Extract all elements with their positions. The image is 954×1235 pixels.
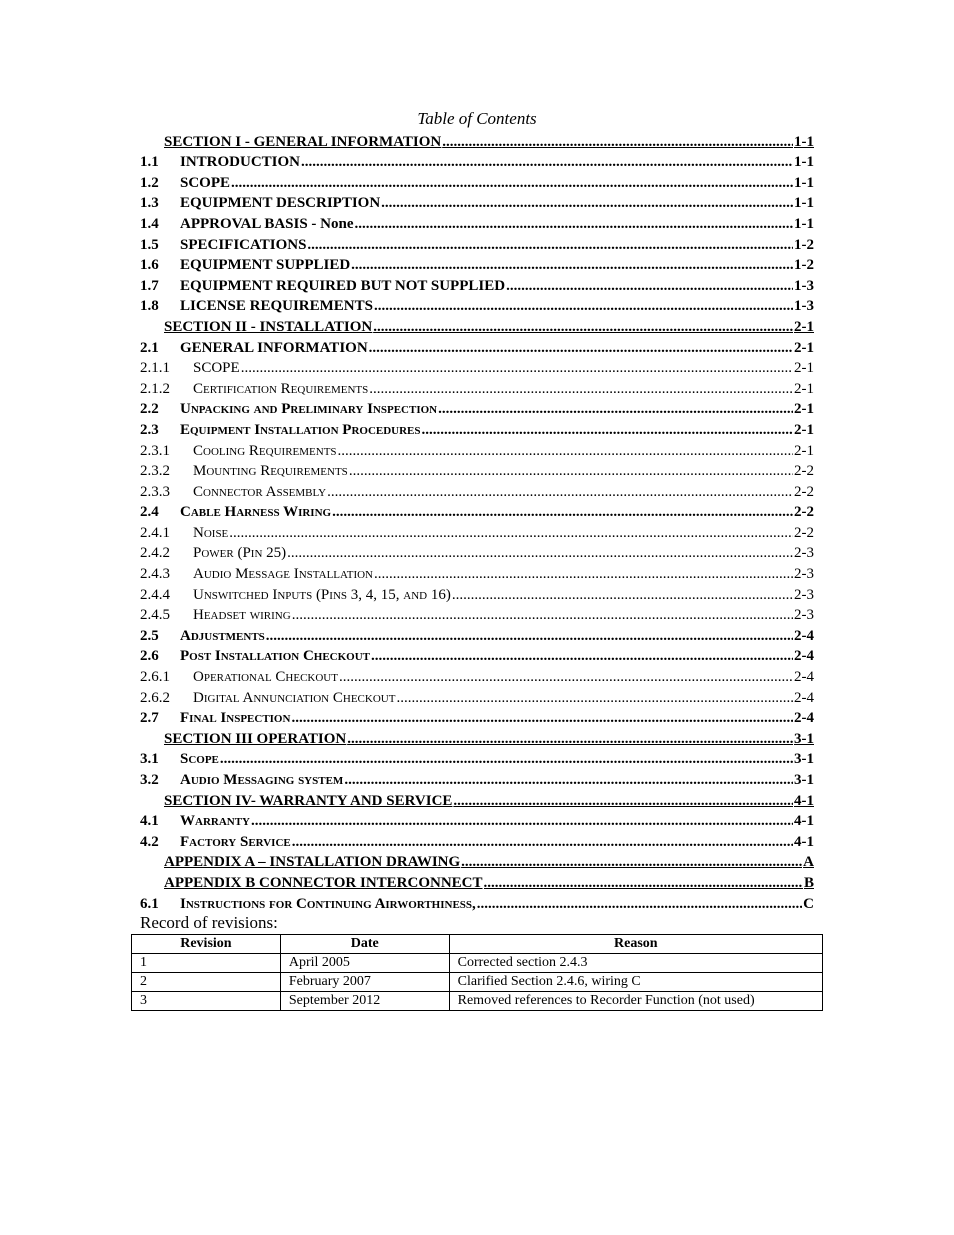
toc-entry-number: 2.7 — [140, 710, 159, 727]
toc-entry-page: 2-3 — [794, 607, 814, 624]
toc-entry-number: 2.4.3 — [140, 566, 170, 583]
toc-entry[interactable] — [140, 645, 814, 666]
toc-entry-label: EQUIPMENT REQUIRED BUT NOT SUPPLIED — [180, 277, 506, 294]
revision-cell: 3 — [132, 992, 281, 1011]
toc-entry-page: 1-1 — [794, 154, 814, 171]
toc-entry-number: 1.2 — [140, 174, 159, 191]
toc-leader-dots — [452, 586, 793, 604]
toc-entry-label: SECTION IV- WARRANTY AND SERVICE — [164, 792, 453, 809]
revisions-table — [131, 934, 823, 1011]
toc-entry-number: 1.6 — [140, 257, 159, 274]
toc-entry-page: 1-2 — [794, 257, 814, 274]
toc-leader-dots — [453, 792, 793, 810]
toc-entry-label: Certification Requirements — [193, 380, 369, 397]
toc-entry-label: APPENDIX B CONNECTOR INTERCONNECT — [164, 874, 483, 891]
toc-entry[interactable] — [140, 439, 814, 460]
toc-entry-label: SECTION III OPERATION — [164, 730, 347, 747]
toc-entry[interactable] — [140, 521, 814, 542]
toc-entry-page: 2-1 — [794, 442, 814, 459]
toc-entry-number: 2.4.2 — [140, 545, 170, 562]
toc-entry-page: 4-1 — [794, 792, 814, 809]
column-header-reason: Reason — [449, 935, 822, 954]
toc-entry-page: 2-4 — [794, 669, 814, 686]
toc-entry[interactable] — [140, 892, 814, 913]
toc-entry-number: 3.2 — [140, 772, 159, 788]
toc-entry-label: LICENSE REQUIREMENTS — [180, 298, 373, 315]
toc-leader-dots — [371, 647, 793, 665]
toc-entry-label: EQUIPMENT SUPPLIED — [180, 257, 351, 274]
toc-entry-page: 2-4 — [794, 648, 814, 665]
toc-entry-label: Factory Service — [180, 833, 291, 850]
toc-leader-dots — [373, 318, 793, 336]
toc-entry-label: SCOPE — [180, 174, 231, 191]
toc-entry-page: 1-1 — [794, 215, 814, 232]
toc-leader-dots — [220, 750, 793, 768]
toc-entry-page: C — [803, 895, 814, 912]
reason-cell: Clarified Section 2.4.6, wiring C — [449, 973, 822, 992]
toc-entry[interactable] — [140, 418, 814, 439]
toc-entry-number: 2.3 — [140, 421, 159, 438]
toc-entry-label: Cooling Requirements — [193, 442, 337, 459]
toc-leader-dots — [369, 339, 793, 357]
toc-leader-dots — [338, 442, 793, 460]
toc-leader-dots — [349, 462, 793, 480]
toc-entry-number: 2.3.1 — [140, 442, 170, 459]
toc-leader-dots — [266, 627, 793, 645]
toc-leader-dots — [332, 503, 793, 521]
toc-entry-number: 1.3 — [140, 195, 159, 212]
toc-leader-dots — [381, 194, 793, 212]
toc-entry-label: SECTION II - INSTALLATION — [164, 318, 373, 335]
toc-entry[interactable] — [140, 151, 814, 172]
toc-entry-page: 4-1 — [794, 813, 814, 830]
reason-cell: Removed references to Recorder Function (not used) — [449, 992, 822, 1011]
toc-entry-page: 2-1 — [794, 339, 814, 356]
toc-leader-dots — [438, 400, 793, 418]
toc-entry[interactable] — [140, 274, 814, 295]
toc-entry-label: Adjustments — [180, 627, 265, 644]
toc-entry-page: 2-1 — [794, 401, 814, 418]
toc-entry[interactable] — [140, 233, 814, 254]
toc-entry-page: 3-1 — [794, 772, 814, 788]
toc-leader-dots — [374, 297, 793, 315]
date-cell: September 2012 — [280, 992, 449, 1011]
toc-entry-label: Unswitched Inputs (Pins 3, 4, 15, and 16) — [193, 586, 451, 603]
toc-entry-number: 1.8 — [140, 298, 159, 315]
toc-entry-label: Digital Annunciation Checkout — [193, 689, 396, 706]
toc-entry[interactable] — [140, 398, 814, 419]
toc-entry-number: 2.6 — [140, 648, 159, 665]
toc-entry-label: Final Inspection — [180, 710, 291, 727]
toc-entry-label: Scope — [180, 751, 219, 768]
toc-entry-page: A — [803, 854, 814, 871]
toc-leader-dots — [327, 483, 793, 501]
date-cell: April 2005 — [280, 954, 449, 973]
toc-entry-page: 2-1 — [794, 421, 814, 438]
toc-entry-page: 1-3 — [794, 298, 814, 315]
toc-entry[interactable] — [140, 768, 814, 789]
toc-entry[interactable] — [140, 460, 814, 481]
date-cell: February 2007 — [280, 973, 449, 992]
toc-entry-label: Headset wiring — [193, 607, 291, 624]
toc-entry[interactable] — [140, 357, 814, 378]
toc-entry[interactable] — [140, 583, 814, 604]
revision-cell: 1 — [132, 954, 281, 973]
toc-entry[interactable] — [140, 192, 814, 213]
toc-entry-page: 3-1 — [794, 730, 814, 747]
toc-entry-page: 1-1 — [794, 195, 814, 212]
toc-entry[interactable] — [140, 562, 814, 583]
toc-entry[interactable] — [140, 727, 814, 748]
toc-entry[interactable] — [140, 686, 814, 707]
toc-entry[interactable] — [140, 377, 814, 398]
toc-entry[interactable] — [140, 851, 814, 872]
toc-entry[interactable] — [140, 789, 814, 810]
toc-leader-dots — [229, 524, 793, 542]
toc-entry-number: 2.1.1 — [140, 360, 170, 377]
toc-entry-page: 1-3 — [794, 277, 814, 294]
toc-leader-dots — [339, 668, 793, 686]
table-row — [132, 973, 823, 992]
toc-entry-number: 2.3.3 — [140, 483, 170, 500]
toc-entry-number: 1.1 — [140, 154, 159, 171]
toc-title: Table of Contents — [417, 109, 537, 128]
toc-leader-dots — [307, 236, 793, 254]
toc-leader-dots — [231, 174, 793, 192]
toc-entry-page: 4-1 — [794, 833, 814, 850]
toc-leader-dots — [369, 380, 793, 398]
toc-entry-number: 2.1 — [140, 339, 159, 356]
toc-entry-label: APPENDIX A – INSTALLATION DRAWING — [164, 854, 461, 871]
toc-leader-dots — [241, 359, 793, 377]
toc-entry[interactable] — [140, 810, 814, 831]
reason-cell: Corrected section 2.4.3 — [449, 954, 822, 973]
toc-entry-label: Noise — [193, 524, 229, 541]
toc-entry-number: 2.5 — [140, 627, 159, 644]
toc-leader-dots — [484, 874, 803, 892]
toc-entry[interactable] — [140, 707, 814, 728]
toc-entry-label: SECTION I - GENERAL INFORMATION — [164, 133, 442, 150]
toc-entry[interactable] — [140, 604, 814, 625]
toc-entry-number: 3.1 — [140, 751, 159, 768]
toc-entry-page: 2-2 — [794, 463, 814, 480]
toc-entry[interactable] — [140, 665, 814, 686]
toc-entry-label: Instructions for Continuing Airworthiness, — [180, 895, 476, 912]
toc-entry-label: Unpacking and Preliminary Inspection — [180, 401, 438, 418]
toc-entry-page: 1-1 — [794, 174, 814, 191]
toc-entry-label: SCOPE — [193, 360, 240, 377]
toc-entry-page: 2-1 — [794, 380, 814, 397]
toc-entry-number: 2.6.2 — [140, 689, 170, 706]
column-header-date: Date — [280, 935, 449, 954]
toc-entry-label: Audio Message Installation — [193, 566, 373, 583]
toc-leader-dots — [422, 421, 793, 439]
toc-entry-number: 1.7 — [140, 277, 159, 294]
toc-leader-dots — [292, 833, 793, 851]
toc-entry-label: GENERAL INFORMATION — [180, 339, 368, 356]
toc-entry-page: 2-2 — [794, 483, 814, 500]
toc-entry-page: 3-1 — [794, 751, 814, 768]
toc-entry-number: 6.1 — [140, 895, 159, 912]
toc-entry[interactable] — [140, 542, 814, 563]
toc-entry-label: Connector Assembly — [193, 483, 327, 500]
toc-entry-page: 2-3 — [794, 545, 814, 562]
toc-leader-dots — [347, 730, 793, 748]
toc-entry-page: 1-1 — [794, 133, 814, 150]
toc-entry[interactable] — [140, 295, 814, 316]
toc-entry-number: 1.5 — [140, 236, 159, 253]
table-of-contents — [140, 130, 814, 913]
toc-entry-label: Equipment Installation Procedures — [180, 421, 421, 438]
toc-entry-number: 2.2 — [140, 401, 159, 418]
toc-entry-label: APPROVAL BASIS - None — [180, 215, 354, 232]
toc-leader-dots — [477, 895, 802, 913]
toc-entry-page: 2-1 — [794, 360, 814, 377]
toc-entry-label: INTRODUCTION — [180, 154, 301, 171]
toc-entry[interactable] — [140, 830, 814, 851]
toc-entry[interactable] — [140, 748, 814, 769]
toc-leader-dots — [396, 689, 793, 707]
toc-entry[interactable] — [140, 871, 814, 892]
column-header-revision: Revision — [132, 935, 281, 954]
toc-leader-dots — [251, 812, 793, 830]
revision-cell: 2 — [132, 973, 281, 992]
toc-entry-number: 2.6.1 — [140, 669, 170, 686]
revisions-heading: Record of revisions: — [140, 913, 278, 932]
toc-entry-page: 1-2 — [794, 236, 814, 253]
toc-leader-dots — [506, 277, 793, 295]
toc-entry-label: Mounting Requirements — [193, 463, 348, 480]
toc-leader-dots — [291, 709, 793, 727]
toc-entry-number: 2.4.4 — [140, 586, 170, 603]
toc-entry-number: 2.3.2 — [140, 463, 170, 480]
toc-entry-page: 2-2 — [794, 524, 814, 541]
toc-entry-number: 2.4 — [140, 504, 159, 521]
toc-entry[interactable] — [140, 171, 814, 192]
toc-entry-label: Power (Pin 25) — [193, 545, 287, 562]
toc-entry-label: Audio Messaging system — [180, 772, 344, 788]
toc-entry-label: Operational Checkout — [193, 669, 338, 686]
toc-entry-page: 2-4 — [794, 689, 814, 706]
toc-entry-page: 2-4 — [794, 627, 814, 644]
toc-entry-number: 1.4 — [140, 215, 159, 232]
revisions-header-row — [132, 935, 823, 954]
toc-entry-label: SPECIFICATIONS — [180, 236, 307, 253]
toc-entry-page: 2-2 — [794, 504, 814, 521]
toc-entry-number: 2.4.5 — [140, 607, 170, 624]
toc-leader-dots — [442, 133, 793, 151]
toc-leader-dots — [461, 853, 802, 871]
toc-entry-page: 2-4 — [794, 710, 814, 727]
toc-entry-page: 2-3 — [794, 586, 814, 603]
toc-leader-dots — [287, 544, 793, 562]
toc-entry[interactable] — [140, 624, 814, 645]
toc-entry[interactable] — [140, 212, 814, 233]
toc-entry-label: Post Installation Checkout — [180, 648, 371, 665]
toc-leader-dots — [355, 215, 793, 233]
toc-entry[interactable] — [140, 254, 814, 275]
toc-entry[interactable] — [140, 130, 814, 151]
toc-entry-label: EQUIPMENT DESCRIPTION — [180, 195, 381, 212]
toc-entry[interactable] — [140, 480, 814, 501]
toc-entry[interactable] — [140, 336, 814, 357]
toc-entry-number: 4.2 — [140, 833, 159, 850]
toc-entry-number: 2.1.2 — [140, 380, 170, 397]
toc-entry-label: Warranty — [180, 813, 250, 830]
table-row — [132, 954, 823, 973]
table-row — [132, 992, 823, 1011]
toc-leader-dots — [301, 153, 793, 171]
toc-entry-number: 4.1 — [140, 813, 159, 830]
toc-leader-dots — [351, 256, 793, 274]
toc-entry-number: 2.4.1 — [140, 524, 170, 541]
toc-entry[interactable] — [140, 501, 814, 522]
toc-entry-page: B — [803, 874, 814, 891]
toc-entry-page: 2-3 — [794, 566, 814, 583]
toc-leader-dots — [292, 606, 793, 624]
toc-entry[interactable] — [140, 315, 814, 336]
toc-entry-label: Cable Harness Wiring — [180, 504, 332, 521]
toc-leader-dots — [344, 771, 793, 789]
toc-leader-dots — [374, 565, 793, 583]
toc-entry-page: 2-1 — [794, 318, 814, 335]
